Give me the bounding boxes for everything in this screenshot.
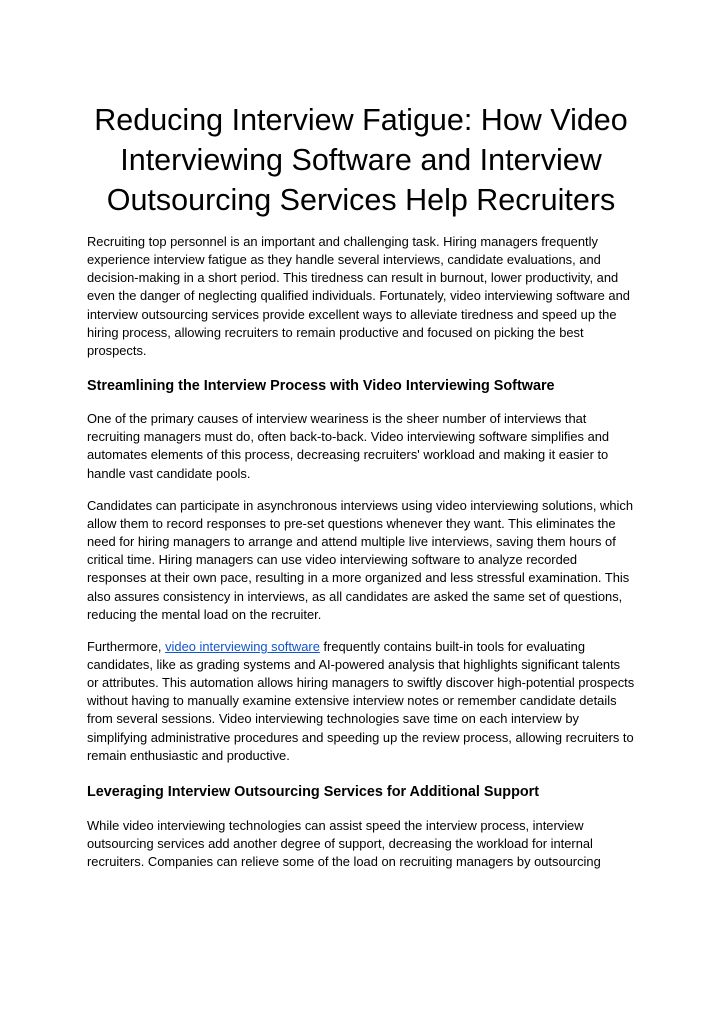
section-heading-interview-outsourcing: Leveraging Interview Outsourcing Services for Additional Support bbox=[87, 783, 540, 800]
document-title: Reducing Interview Fatigue: How Video Interviewing Software and Interview Outsourcing Services Help Recruiters bbox=[94, 103, 628, 217]
intro-paragraph: Recruiting top personnel is an important and challenging task. Hiring managers frequently experience interview fatigue as they handle several interviews, candidate evaluations, and decision-making in a short period. This tiredness can result in burnout, lower productivity, and even the danger of neglecting qualified individuals. Fortunately, video interviewing software and interview outsourcing services provide excellent ways to alleviate tiredness and speed up the hiring process, allowing recruiters to remain productive and focused on picking the best prospects. bbox=[87, 234, 630, 358]
paragraph: One of the primary causes of interview weariness is the sheer number of interviews that recruiting managers must do, often back-to-back. Video interviewing software simplifies and automates elements of this process, decreasing recruiters' workload and making it easier to handle vast candidate pools. bbox=[87, 411, 610, 481]
paragraph-text: frequently contains built-in tools for evaluating candidates, like as grading systems and AI-powered analysis that highlights significant talents or attributes. This automation allows hiring managers to swiftly discover high-potential prospects without having to manually examine extensive interview notes or remember candidate details from several sessions. Video interviewing technologies save time on each interview by simplifying administrative procedures and speeding up the review process, allowing recruiters to remain enthusiastic and productive. bbox=[87, 638, 635, 763]
paragraph-text: Furthermore, bbox=[87, 638, 166, 654]
paragraph: While video interviewing technologies can assist speed the interview process, interview outsourcing services add another degree of support, decreasing the workload for internal recruiters. Companies can relieve some of the load on recruiting managers by outsourcing bbox=[87, 817, 601, 870]
document-page bbox=[87, 100, 635, 871]
section-heading-video-interviewing: Streamlining the Interview Process with Video Interviewing Software bbox=[87, 378, 555, 395]
paragraph: Candidates can participate in asynchronous interviews using video interviewing solutions, which allow them to record responses to pre-set questions whenever they want. This eliminates the need for hiring managers to arrange and attend multiple live interviews, saving them hours of critical time. Hiring managers can use video interviewing software to analyze recorded responses at their own pace, resulting in a more organized and less stressful examination. This also assures consistency in interviews, as all candidates are asked the same set of questions, reducing the mental load on the recruiter. bbox=[87, 497, 634, 622]
video-interviewing-software-link[interactable]: video interviewing software bbox=[165, 638, 320, 654]
paragraph-with-link bbox=[87, 638, 635, 765]
